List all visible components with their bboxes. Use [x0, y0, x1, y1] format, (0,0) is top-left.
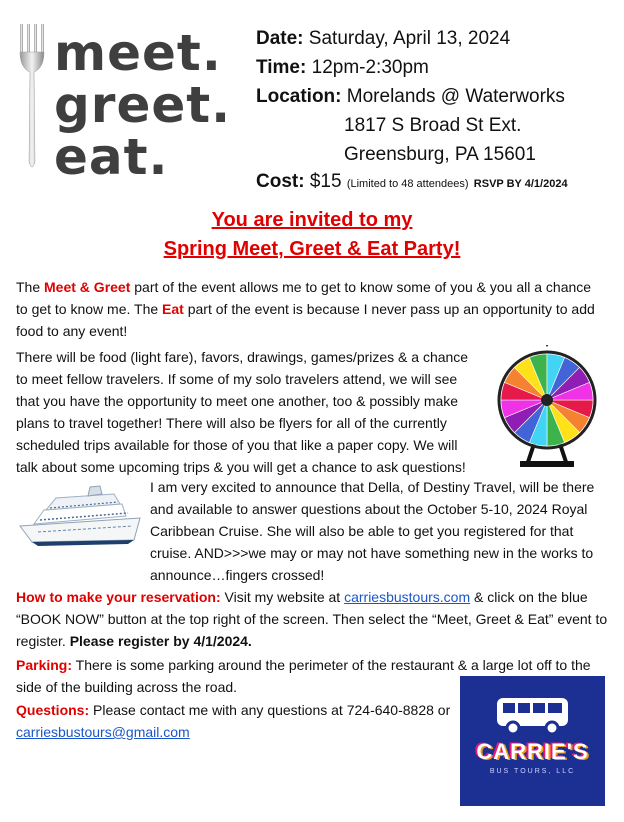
questions-label: Questions:: [16, 702, 90, 718]
questions-paragraph: [16, 699, 456, 743]
logo-eat: eat.: [54, 128, 169, 186]
location-line: [256, 86, 565, 109]
meet-greet-highlight: Meet & Greet: [44, 279, 131, 295]
badge-name: CARRIE'S: [476, 739, 589, 764]
intro-text-middle: part of the event allows me to get to know some of you & you all a chance to get to know me. The: [16, 279, 592, 317]
invite-title-line1: You are invited to my: [211, 209, 413, 231]
cost-label: Cost:: [256, 171, 305, 192]
intro-text-start: The: [16, 279, 45, 295]
intro-text-end: part of the event is because I never pass up an opportunity to add food to any event!: [16, 301, 595, 339]
fork-icon: [18, 22, 46, 172]
location-street: 1817 S Broad St Ext.: [344, 115, 522, 136]
time-label: Time:: [256, 57, 307, 78]
rsvp-deadline: RSVP BY 4/1/2024: [473, 178, 568, 190]
reservation-label: How to make your reservation:: [16, 589, 221, 605]
email-link[interactable]: carriesbustours@gmail.com: [16, 724, 190, 740]
carries-bus-tours-logo: [460, 676, 605, 806]
parking-label: Parking:: [16, 657, 73, 673]
cost-value: $15: [309, 171, 342, 192]
time-value: 12pm-2:30pm: [311, 57, 429, 78]
time-line: [256, 57, 429, 80]
date-label: Date:: [256, 28, 304, 49]
location-city: Greensburg, PA 15601: [344, 144, 536, 165]
date-line: [256, 28, 510, 51]
cruise-ship-image: [16, 478, 144, 550]
eat-highlight: Eat: [162, 301, 184, 317]
prize-wheel-image: [492, 345, 602, 470]
website-link[interactable]: carriesbustours.com: [344, 589, 471, 605]
bus-icon: [495, 694, 570, 736]
reservation-paragraph: [16, 586, 612, 652]
food-paragraph: There will be food (light fare), favors, drawings, games/prizes & a chance to meet fellow travelers. If some of my solo travelers attend, we will see that you have the opportunity to meet one another, too & possibly make plans to travel together! There will also be flyers for all of the currently scheduled trips available for those of you that like a paper copy. We will talk about some upcoming trips & you will get a chance to ask questions!: [16, 349, 469, 475]
cost-line: [256, 171, 568, 194]
intro-paragraph: [16, 276, 606, 342]
reservation-text-2: & click on the blue “BOOK NOW” button at the top right of the screen. Then select the “Meet, Greet & Eat” event to register.: [16, 589, 608, 649]
register-deadline: Please register by 4/1/2024.: [69, 633, 252, 649]
invite-title-line2: Spring Meet, Greet & Eat Party!: [163, 238, 461, 260]
date-value: Saturday, April 13, 2024: [308, 28, 511, 49]
badge-subtitle: BUS TOURS, LLC: [489, 768, 576, 775]
location-value: Morelands @ Waterworks: [346, 86, 565, 107]
location-label: Location:: [256, 86, 342, 107]
logo-greet: greet.: [54, 76, 232, 134]
parking-text: There is some parking around the perimeter of the restaurant & a large lot off to the side of the building across the road.: [16, 657, 591, 695]
cruise-paragraph: I am very excited to announce that Della, of Destiny Travel, will be there and available to answer questions about the October 5-10, 2024 Royal Caribbean Cruise. She will also be able to get you registered for that cruise. AND>>>we may or may not have something new in the works to announce…fingers crossed!: [150, 479, 595, 583]
logo-meet: meet.: [54, 24, 222, 82]
reservation-text: Visit my website at: [220, 589, 345, 605]
cost-note: (Limited to 48 attendees): [346, 178, 469, 190]
questions-text: Please contact me with any questions at 724-640-8828 or: [89, 702, 451, 718]
